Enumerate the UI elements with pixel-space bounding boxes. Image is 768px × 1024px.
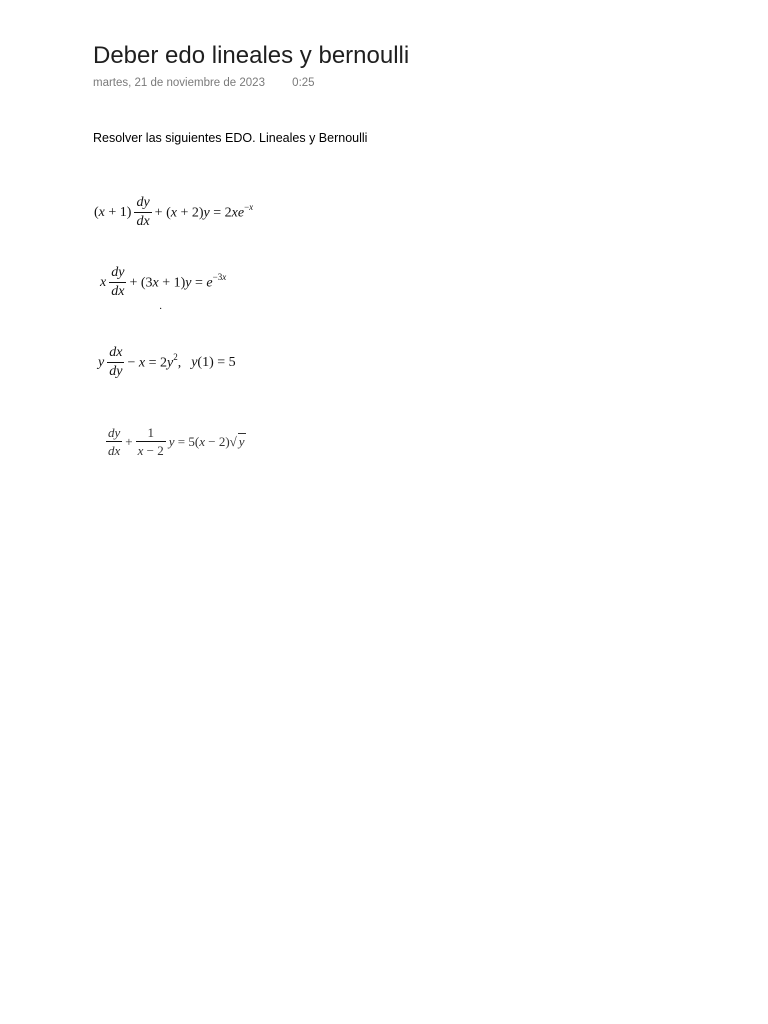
page-date: martes, 21 de noviembre de 2023 bbox=[93, 77, 265, 89]
stray-dot: · bbox=[159, 304, 163, 315]
page-time: 0:25 bbox=[292, 77, 315, 89]
equation-4: $\frac{dy}{dx}$ + $\frac{1}{x - 2}$ y = 5(x − 2)√ y bbox=[108, 425, 245, 458]
instruction-text: Resolver las siguientes EDO. Lineales y Bernoulli bbox=[93, 131, 368, 145]
page-title: Deber edo lineales y bernoulli bbox=[93, 42, 410, 69]
page-metadata bbox=[93, 77, 315, 89]
equation-3: y $\frac{dx}{dy}$ − $x = 2y^2$, y(1) = 5 bbox=[98, 345, 236, 379]
equation-1: (x + 1) $\frac{dy}{dx}$ + $(x + 2)y = 2xe^{-x}$ bbox=[94, 195, 254, 229]
equation-2: x $\frac{dy}{dx}$ + $(3x + 1)y = e^{-3x}$ bbox=[100, 265, 227, 299]
